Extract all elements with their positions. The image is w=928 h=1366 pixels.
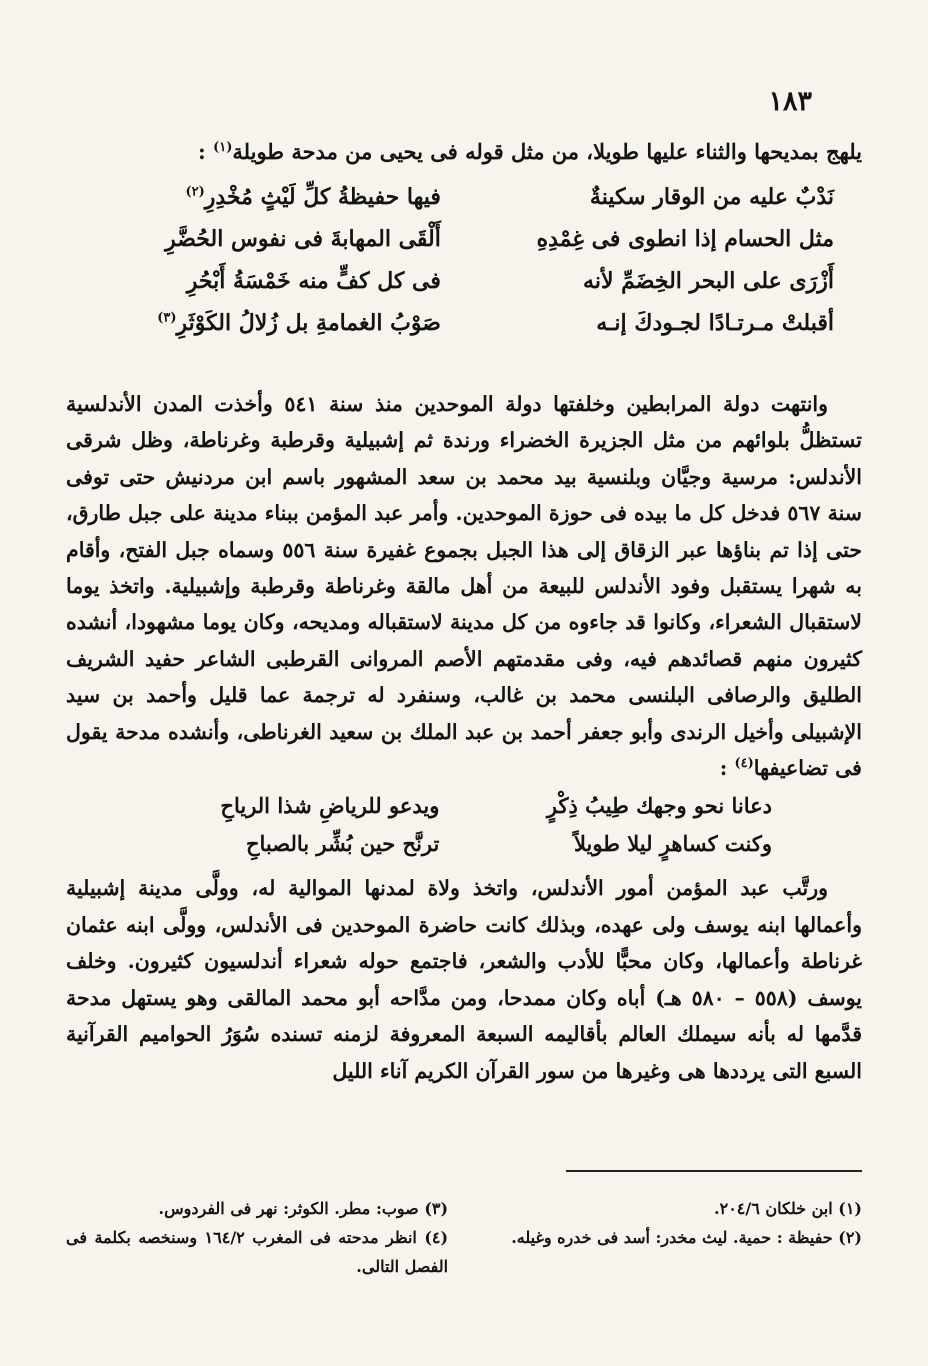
footnote-3: (٣) صوب: مطر. الكوثر: نهر فى الفردوس. [158,1199,449,1218]
hemistich-first: دعانا نحو وجهك طِيبُ ذِكْرٍ [546,792,772,818]
verse-line [106,260,834,302]
hemistich-second: فى كل كفٍّ منه خَمْسَةُ أَبْحُرِ [186,268,441,294]
page-number: ١٨٣ [768,86,812,117]
intro-end: : [198,139,206,164]
footnote-mark-4: (٤) [734,756,754,772]
verse-line [106,302,834,344]
footnotes-left-column [66,1194,448,1281]
verse-line [106,176,834,218]
hemistich-second: فيها حفيظةُ كلِّ لَيْثٍ مُخْدِرِ$^{(٢)}$ [185,184,441,210]
poem-2 [156,786,772,862]
hemistich-second: ترنَّح حين بُشِّر بالصباحِ [245,830,440,856]
footnote-mark-3: (٣) [157,310,177,326]
footnote-1: (١) ابن خلكان ٢٠٤/٦. [714,1199,862,1218]
footnote-divider [566,1170,862,1172]
hemistich-first: وكنت كساهرٍ ليلا طويلاً [573,830,772,856]
intro-text: يلهج بمديحها والثناء عليها طويلا، من مثل قوله فى يحيى من مدحة طويلة [232,139,862,164]
footnotes [66,1194,862,1281]
footnote-mark-2: (٢) [185,184,205,200]
paragraph-2: ورتَّب عبد المؤمن أمور الأندلس، واتخذ ولاة لمدنها الموالية له، وولَّى مدينة إشبيلية وأعمالها ابنه يوسف ولى عهده، وبذلك كانت حاضرة الموحدين فى الأندلس، وولَّى ابنه عثمان غرناطة وأعمالها، وكان محبًّا للأدب والشعر، فاجتمع حوله شعراء أندلسيون كثيرون. وخلف يوسف (٥٥٨ – ٥٨٠ هـ) أباه وكان ممدحا، ومن مدَّاحه أبو محمد المالقى وهو يستهل مدحة قدَّمها له بأنه سيملك العالم بأقاليمه السبعة المعروفة لزمنه تسنده سُوَرُ الحواميم القرآنية السبع التى يرددها هى وغيرها من سور القرآن الكريم آناء الليل [66,876,863,1083]
verse-line [156,786,772,824]
footnote-2: (٢) حفيظة : حمية. ليث مخدر: أسد فى خدره وغيله. [511,1228,862,1247]
hemistich-first: نَدْبٌ عليه من الوقار سكينةٌ [589,184,834,210]
hemistich-first: أَزْرَى على البحر الخِضَمِّ لأنه [583,268,834,294]
footnotes-right-column [480,1194,862,1281]
verse-line [106,218,834,260]
hemistich-second: ويدعو للرياضِ شذا الرياحِ [220,792,440,818]
footnote-mark-1: (١) [213,140,233,155]
paragraph-1 [66,386,862,786]
verse-line [156,824,772,862]
hemistich-first: مثل الحسام إذا انطوى فى غِمْدِهِ [536,226,834,252]
paragraph-1-end: : [719,756,728,781]
hemistich-second: صَوْبُ الغمامةِ بل زُلالُ الكَوْثَرِ$^{(٣)}$ [157,310,441,336]
poem-1 [106,176,834,344]
hemistich-second: أَلْقَى المهابةَ فى نفوس الحُضَّرِ [165,226,441,252]
intro-line [66,134,862,170]
hemistich-first: أقبلتْ مـرتـادًا لجـودكَ إنـه [596,310,834,336]
footnote-4: (٤) انظر مدحته فى المغرب ١٦٤/٢ وسنخصه بكلمة فى الفصل التالى. [66,1228,449,1276]
paragraph-1-text: وانتهت دولة المرابطين وخلفتها دولة الموحدين منذ سنة ٥٤١ وأخذت المدن الأندلسية تستظلُّ بلوائهم من مثل الجزيرة الخضراء ورندة ثم إشبيلية وقرطبة وغرناطة، وظل شرقى الأندلس: مرسية وجيَّان وبلنسية بيد محمد بن سعد المشهور باسم ابن مردنيش حتى توفى سنة ٥٦٧ فدخل كل ما بيده فى حوزة الموحدين. وأمر عبد المؤمن ببناء مدينة على جبل طارق، حتى إذا تم بناؤها عبر الزقاق إلى هذا الجبل بجموع غفيرة سنة ٥٥٦ وسماه جبل الفتح، وأقام به شهرا يستقبل وفود الأندلس للبيعة من أهل مالقة وغرناطة وقرطبة وإشبيلية. واتخذ يوما لاستقبال الشعراء، وكانوا قد جاءوه من كل مدينة لاستقباله ومديحه، وكان يوما مشهودا، أنشده كثيرون منهم قصائدهم فيه، وفى مقدمتهم الأصم المروانى القرطبى الشاعر حفيد الشريف الطليق والرصافى البلنسى محمد بن غالب، وسنفرد له ترجمة عما قليل وأحمد بن سيد الإشبيلى وأخيل الرندى وأبو جعفر أحمد بن عبد الملك بن سعيد الغرناطى، وأنشده مدحة يقول فى تضاعيفها [66,392,862,781]
